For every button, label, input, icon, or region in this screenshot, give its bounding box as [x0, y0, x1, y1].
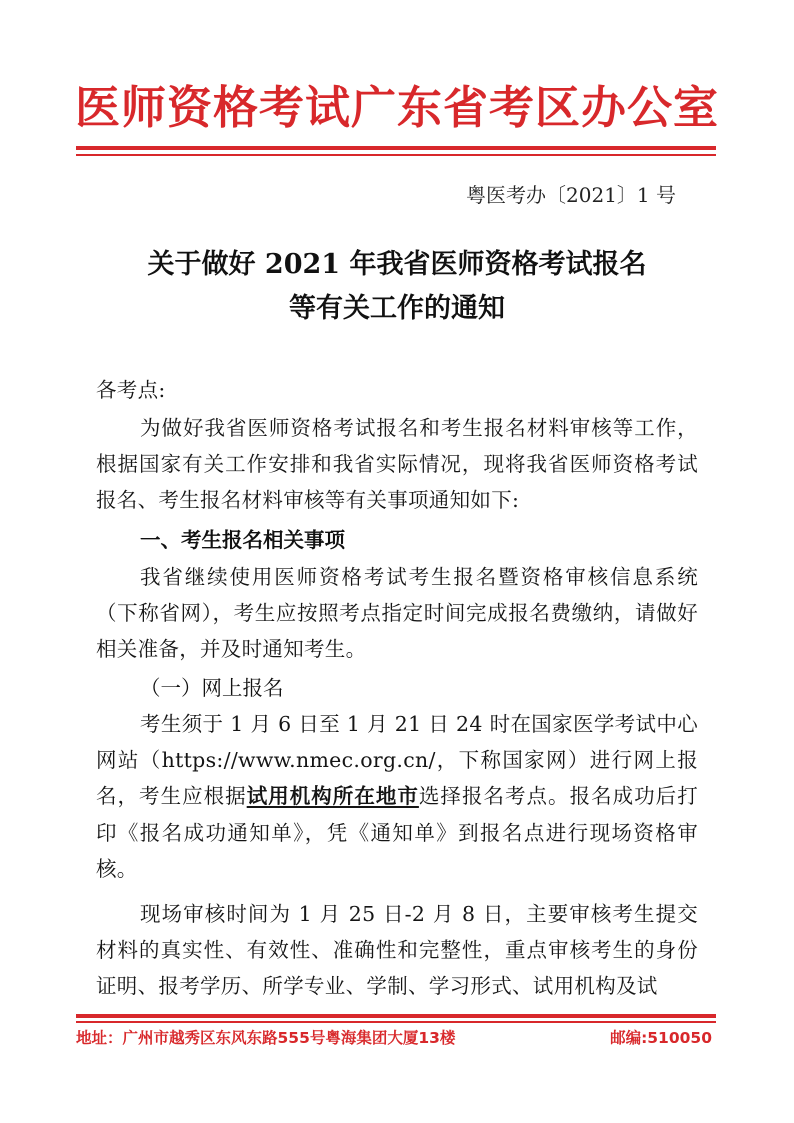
section-1-paragraph: 我省继续使用医师资格考试考生报名暨资格审核信息系统（下称省网），考生应按照考点指定时间完成报名费缴纳，请做好相关准备，并及时通知考生。 [96, 565, 698, 662]
header-rule-thick [76, 146, 716, 150]
onsite-review-paragraph: 现场审核时间为 1 月 25 日-2 月 8 日，主要审核考生提交材料的真实性、有效性、准确性和完整性，重点审核考生的身份证明、报考学历、所学专业、学制、学习形式、试用机构及试 [96, 902, 698, 999]
footer-address: 地址：广州市越秀区东风东路555号粤海集团大厦13楼 [76, 1029, 456, 1047]
footer-rule-thick [76, 1014, 716, 1018]
org-header-title: 医师资格考试广东省考区办公室 [74, 81, 719, 134]
document-title-line-1: 关于做好 2021 年我省医师资格考试报名 [147, 249, 647, 280]
section-1-heading: 一、考生报名相关事项 [140, 528, 345, 552]
subsection-1-paragraph [96, 706, 698, 887]
intro-paragraph: 为做好我省医师资格考试报名和考生报名材料审核等工作，根据国家有关工作安排和我省实际情况，现将我省医师资格考试报名、考生报名材料审核等有关事项通知如下: [96, 416, 698, 513]
registration-text-a: 考生须于 1 月 6 日至 1 月 21 日 24 时在国家医学考试中心网站（https://www.nmec.org.cn/，下称国家网）进行网上报名，考生应根据 [96, 712, 698, 809]
document-number: 粤医考办〔2021〕1 号 [466, 183, 676, 207]
document-title-line-2: 等有关工作的通知 [289, 293, 505, 324]
registration-text-b: 选择报名考点。报名成功后打印《报名成功通知单》，凭《通知单》到报名点进行现场资格审核。 [96, 784, 698, 881]
footer-postcode: 邮编:510050 [610, 1029, 712, 1047]
subsection-1-heading: （一）网上报名 [140, 676, 284, 700]
highlighted-requirement: 试用机构所在地市 [246, 784, 419, 809]
footer-rule-thin [76, 1021, 716, 1023]
header-rule-thin [76, 154, 716, 156]
salutation: 各考点: [96, 378, 166, 402]
